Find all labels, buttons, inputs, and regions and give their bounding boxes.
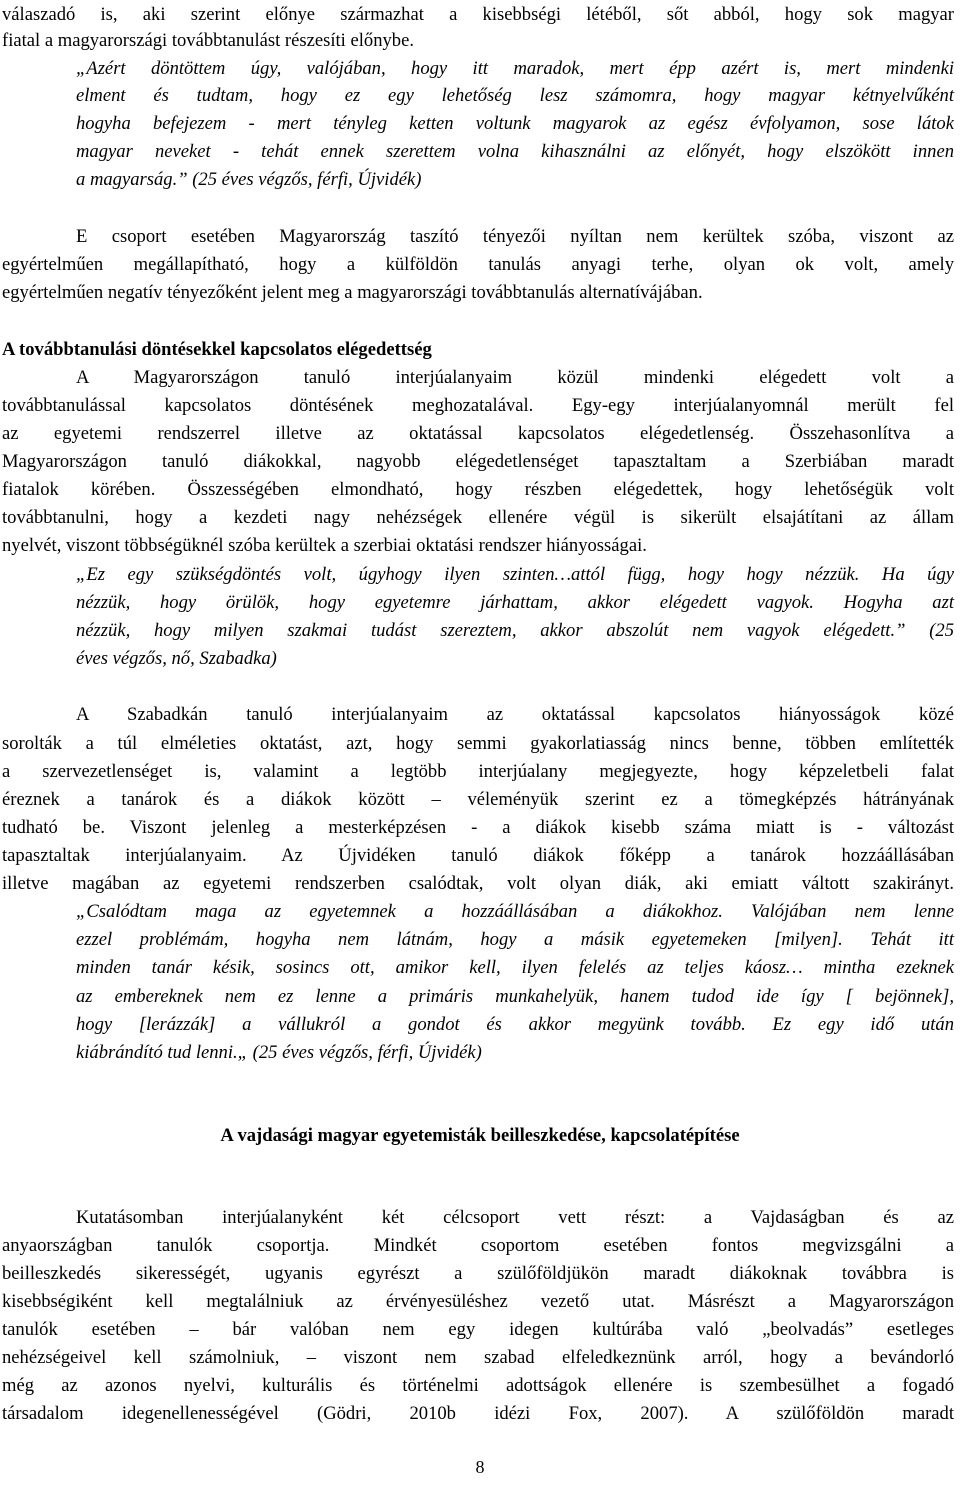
body-text-line: tapasztaltak interjúalanyaim. Az Újvidéken tanuló diákok főképp a tanárok hozzáállásában bbox=[2, 845, 954, 866]
body-text-line: Magyarországon tanuló diákokkal, nagyobb elégedetlenséget tapasztaltam a Szerbiában maradt bbox=[2, 451, 954, 472]
body-text-line: anyaországban tanulók csoportja. Mindkét csoportom esetében fontos megvizsgálni a bbox=[2, 1235, 954, 1256]
body-text-line: E csoport esetében Magyarország taszító tényezői nyíltan nem kerültek szóba, viszont az bbox=[76, 226, 954, 247]
quote-line: elment és tudtam, hogy ez egy lehetőség lesz számomra, hogy magyar kétnyelvűként bbox=[76, 85, 954, 106]
quote-line: magyar neveket - tehát ennek szerettem volna kihasználni az előnyét, hogy elszökött innen bbox=[76, 141, 954, 162]
section-heading: A vajdasági magyar egyetemisták beilleszkedése, kapcsolatépítése bbox=[220, 1125, 740, 1146]
body-text-line: A Szabadkán tanuló interjúalanyaim az oktatással kapcsolatos hiányosságok közé bbox=[76, 704, 954, 725]
section-heading: A továbbtanulási döntésekkel kapcsolatos elégedettség bbox=[2, 339, 432, 360]
body-text-line: az egyetemi rendszerrel illetve az oktatással kapcsolatos elégedetlenség. Összehasonlítva a bbox=[2, 423, 954, 444]
body-text-line: még az azonos nyelvi, kulturális és történelmi adottságok ellenére is szembesülhet a fogadó bbox=[2, 1375, 954, 1396]
quote-line: „Ez egy szükségdöntés volt, úgyhogy ilyen szinten…attól függ, hogy hogy nézzük. Ha úgy bbox=[76, 564, 954, 585]
body-text-line: kisebbségiként kell megtalálniuk az érvényesüléshez vezető utat. Másrészt a Magyarországon bbox=[2, 1291, 954, 1312]
quote-line: minden tanár késik, sosincs ott, amikor kell, ilyen felelés az teljes káosz… mintha ezeknek bbox=[76, 957, 954, 978]
quote-line: éves végzős, nő, Szabadka) bbox=[76, 648, 277, 669]
body-text-line: továbbtanulni, hogy a kezdeti nagy nehézségek ellenére végül is sikerült elsajátítani az állam bbox=[2, 507, 954, 528]
body-text-line: beilleszkedés sikerességét, ugyanis egyrészt a szülőföldjükön maradt diákoknak továbbra is bbox=[2, 1263, 954, 1284]
quote-line: hogy [lerázzák] a vállukról a gondot és akkor megyünk tovább. Ez egy idő után bbox=[76, 1014, 954, 1035]
body-text-line: társadalom idegenellenességével (Gödri, 2010b idézi Fox, 2007). A szülőföldön maradt bbox=[2, 1403, 954, 1424]
body-text-line: sorolták a túl elméleties oktatást, azt, hogy semmi gyakorlatiasság nincs benne, többen említették bbox=[2, 733, 954, 754]
quote-line: „Azért döntöttem úgy, valójában, hogy itt maradok, mert épp azért is, mert mindenki bbox=[76, 58, 954, 79]
quote-line: nézzük, hogy milyen szakmai tudást szereztem, akkor abszolút nem vagyok elégedett.” (25 bbox=[76, 620, 954, 641]
body-text-line: nehézségeivel kell számolniuk, – viszont nem szabad elfeledkeznünk arról, hogy a bevándorló bbox=[2, 1347, 954, 1368]
body-text-line: tudható be. Viszont jelenleg a mesterképzésen - a diákok kisebb száma miatt is - változást bbox=[2, 817, 954, 838]
body-text-line: tanulók esetében – bár valóban nem egy idegen kultúrába való „beolvadás” esetleges bbox=[2, 1319, 954, 1340]
quote-line: hogyha befejezem - mert tényleg ketten voltunk magyarok az egész évfolyamon, sose látok bbox=[76, 113, 954, 134]
body-text-line: illetve magában az egyetemi rendszerben csalódtak, volt olyan diák, aki emiatt váltott szakirányt. bbox=[2, 873, 954, 894]
body-text-line: a szervezetlenséget is, valamint a legtöbb interjúalany megjegyezte, hogy képzeletbeli falat bbox=[2, 761, 954, 782]
page-number: 8 bbox=[475, 1457, 485, 1477]
quote-line: nézzük, hogy örülök, hogy egyetemre járhattam, akkor elégedett vagyok. Hogyha azt bbox=[76, 592, 954, 613]
body-text-line: éreznek a tanárok és a diákok között – véleményük szerint ez a tömegképzés hátrányának bbox=[2, 789, 954, 810]
quote-line: ezzel problémám, hogyha nem látnám, hogy a másik egyetemeken [milyen]. Tehát itt bbox=[76, 929, 954, 950]
quote-line: „Csalódtam maga az egyetemnek a hozzáállásában a diákokhoz. Valójában nem lenne bbox=[76, 901, 954, 922]
body-text-line: Kutatásomban interjúalanyként két célcsoport vett részt: a Vajdaságban és az bbox=[76, 1207, 954, 1228]
body-text-line: továbbtanulással kapcsolatos döntésének meghozatalával. Egy-egy interjúalanyomnál merült fel bbox=[2, 395, 954, 416]
body-text-line: válaszadó is, aki szerint előnye származhat a kisebbségi létéből, sőt abból, hogy sok magyar bbox=[2, 4, 954, 25]
body-text-line: fiatal a magyarországi továbbtanulást részesíti előnybe. bbox=[2, 30, 415, 51]
body-text-line: A Magyarországon tanuló interjúalanyaim közül mindenki elégedett volt a bbox=[76, 367, 954, 388]
quote-line: kiábrándító tud lenni.„ (25 éves végzős, férfi, Újvidék) bbox=[76, 1042, 482, 1063]
body-text-line: egyértelműen megállapítható, hogy a külföldön tanulás anyagi terhe, olyan ok volt, amely bbox=[2, 254, 954, 275]
body-text-line: fiatalok körében. Összességében elmondható, hogy részben elégedettek, hogy lehetőségük volt bbox=[2, 479, 954, 500]
body-text-line: egyértelműen negatív tényezőként jelent meg a magyarországi továbbtanulás alternatívájában. bbox=[2, 282, 703, 303]
quote-line: a magyarság.” (25 éves végzős, férfi, Újvidék) bbox=[76, 169, 422, 190]
quote-line: az embereknek nem ez lenne a primáris munkahelyük, hanem tudod ide így [ bejönnek], bbox=[76, 986, 954, 1007]
body-text-line: nyelvét, viszont többségüknél szóba kerültek a szerbiai oktatási rendszer hiányosságai. bbox=[2, 535, 647, 556]
